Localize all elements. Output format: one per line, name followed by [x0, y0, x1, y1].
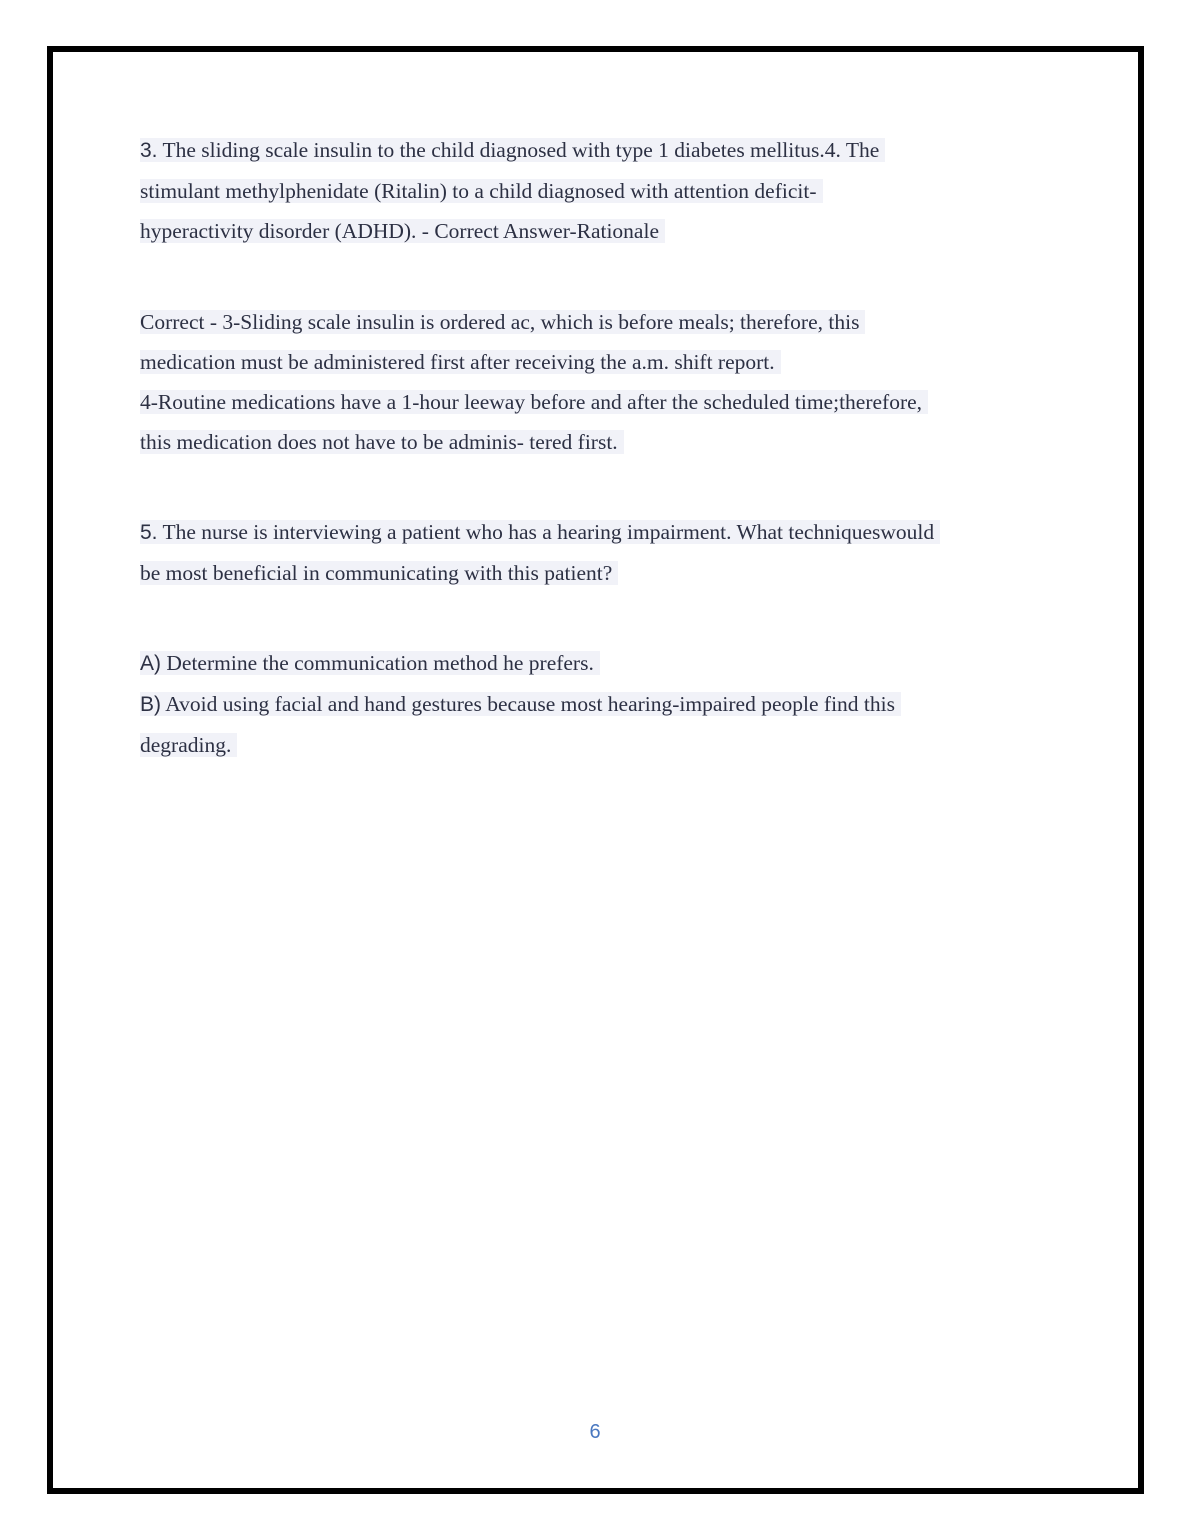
answer-options — [140, 643, 1020, 765]
question-5-line-1: The nurse is interviewing a patient who has a hearing impairment. What techniqueswould — [157, 520, 935, 544]
option-b-text: Avoid using facial and hand gestures because most hearing-impaired people find this — [161, 692, 895, 716]
rationale-line-2: medication must be administered first after receiving the a.m. shift report. — [140, 350, 781, 374]
option-b-text-continued: degrading. — [140, 733, 237, 757]
question-3-line-1: The sliding scale insulin to the child diagnosed with type 1 diabetes mellitus.4. The — [157, 138, 880, 162]
rationale-line-1: Correct - 3-Sliding scale insulin is ordered ac, which is before meals; therefore, this — [140, 310, 865, 334]
question-3-number: 3. — [140, 139, 158, 162]
question-5-number: 5. — [140, 521, 158, 544]
question-3-line-2: stimulant methylphenidate (Ritalin) to a child diagnosed with attention deficit- — [140, 179, 823, 203]
question-3-line-3: hyperactivity disorder (ADHD). - Correct Answer-Rationale — [140, 219, 665, 243]
question-5-line-2: be most beneficial in communicating with this patient? — [140, 561, 618, 585]
rationale-paragraph — [140, 302, 1020, 462]
question-5-paragraph — [140, 512, 1020, 593]
rationale-line-3: 4-Routine medications have a 1-hour leeway before and after the scheduled time;therefore, — [140, 390, 928, 414]
option-a-letter: A) — [140, 652, 161, 675]
rationale-line-4: this medication does not have to be adminis- tered first. — [140, 430, 624, 454]
page-content — [140, 130, 1020, 765]
option-a-text: Determine the communication method he prefers. — [161, 651, 594, 675]
option-b-letter: B) — [140, 693, 161, 716]
question-3-paragraph — [140, 130, 1020, 251]
page-number: 6 — [589, 1421, 601, 1443]
